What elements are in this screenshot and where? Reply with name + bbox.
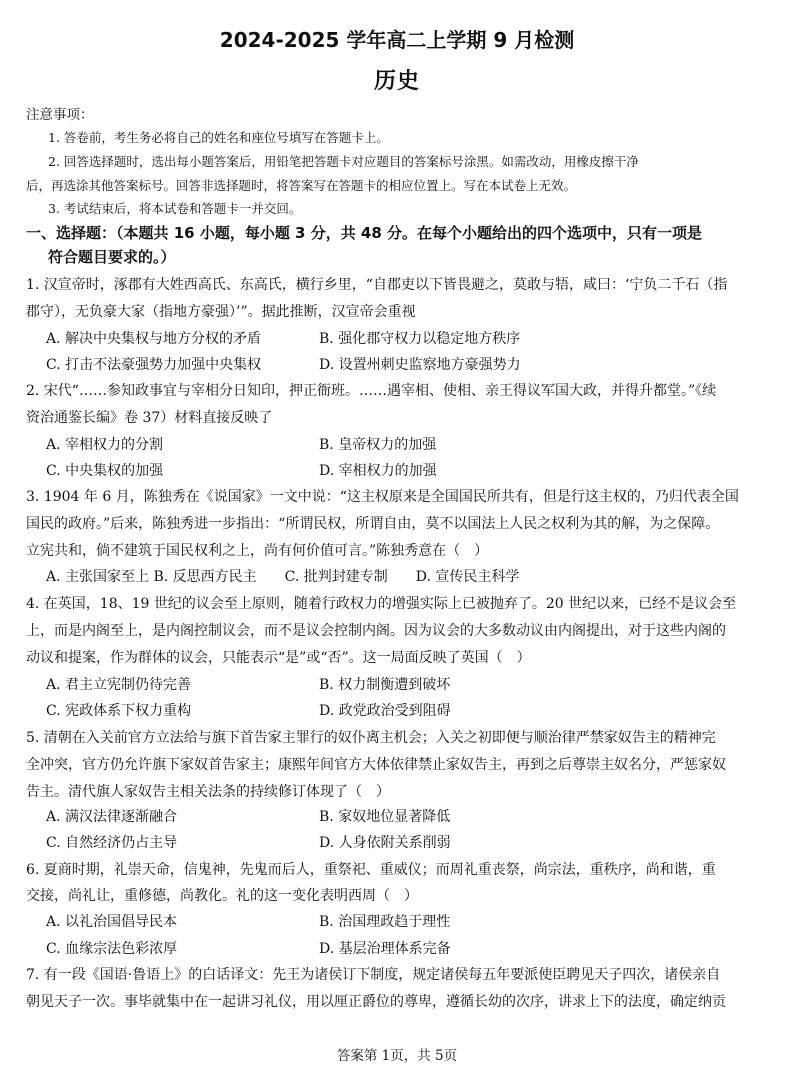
question-2-text: 资治通鉴长编》卷 37）材料直接反映了	[26, 410, 273, 426]
section-heading: 一、选择题：（本题共 16 小题，每小题 3 分，共 48 分。在每个小题给出的四个选项中，只有一项是	[26, 224, 703, 242]
question-1-option-b: B. 强化郡守权力以稳定地方秩序	[319, 331, 521, 347]
question-4-text: 4. 在英国，18、19 世纪的议会至上原则，随着行政权力的增强实际上已被抛弃了。20 世纪以来，已经不是议会至	[26, 596, 737, 612]
question-6-option-b: B. 治国理政趋于理性	[319, 914, 451, 930]
question-2-option-b: B. 皇帝权力的加强	[319, 437, 437, 453]
question-3-text: 3. 1904 年 6 月，陈独秀在《说国家》一文中说：“这主权原来是全国国民所共有，但是行这主权的，乃归代表全国	[26, 489, 739, 505]
question-1-option-a: A. 解决中央集权与地方分权的矛盾	[46, 331, 262, 347]
question-4-option-c: C. 宪政体系下权力重构	[46, 703, 192, 719]
question-5-text: 全冲突，官方仍允许旗下家奴首告家主；康熙年间官方大体依律禁止家奴告主，再到之后尊崇主奴名分，严惩家奴	[26, 757, 726, 773]
question-5-text: 告主。清代旗人家奴告主相关法条的持续修订体现了（ ）	[26, 784, 390, 800]
question-2-option-d: D. 宰相权力的加强	[319, 463, 437, 479]
question-2-option-c: C. 中央集权的加强	[46, 463, 164, 479]
note-item: 2. 回答选择题时，选出每小题答案后，用铅笔把答题卡对应题目的答案标号涂黑。如需改动，用橡皮擦干净	[48, 154, 639, 169]
question-5-option-b: B. 家奴地位显著降低	[319, 809, 451, 825]
question-5-option-c: C. 自然经济仍占主导	[46, 835, 178, 851]
question-4-option-a: A. 君主立宪制仍待完善	[46, 677, 192, 693]
notes-heading: 注意事项：	[26, 107, 94, 123]
question-2-text: 2. 宋代“……参知政事宜与宰相分日知印，押正衙班。……遇宰相、使相、亲王得议军国大政，并得升都堂。”《续	[26, 383, 717, 399]
note-item: 3. 考试结束后，将本试卷和答题卡一并交回。	[48, 201, 302, 216]
question-6-text: 交接，尚礼让，重修德，尚教化。礼的这一变化表明西周（ ）	[26, 888, 418, 904]
question-1-option-c: C. 打击不法豪强势力加强中央集权	[46, 357, 262, 373]
question-5-option-d: D. 人身依附关系削弱	[319, 835, 451, 851]
question-1-option-d: D. 设置州刺史监察地方豪强势力	[319, 357, 521, 373]
question-3-options: A. 主张国家至上 B. 反思西方民主 C. 批判封建专制 D. 宣传民主科学	[46, 569, 520, 585]
question-7-text: 朝见天子一次。事毕就集中在一起讲习礼仪，用以厘正爵位的尊卑，遵循长幼的次序，讲求上下的法度，确定纳贡	[26, 994, 726, 1010]
question-5-text: 5. 清朝在入关前官方立法给与旗下首告家主罪行的奴仆离主机会；入关之初即便与顺治律严禁家奴告主的精神完	[26, 730, 716, 746]
question-5-option-a: A. 满汉法律逐渐融合	[46, 809, 178, 825]
question-1-text: 1. 汉宣帝时，涿郡有大姓西高氏、东高氏，横行乡里，“自郡吏以下皆畏避之，莫敢与牾，咸曰：‘宁负二千石（指	[26, 277, 728, 293]
section-heading-cont: 符合题目要求的。）	[48, 248, 176, 266]
question-3-text: 立宪共和，倘不建筑于国民权利之上，尚有何价值可言。”陈独秀意在（ ）	[26, 543, 489, 559]
question-6-option-d: D. 基层治理体系完备	[319, 941, 451, 957]
question-4-text: 上，而是内阁至上，是内阁控制议会，而不是议会控制内阁。因为议会的大多数动议由内阁提出，对于这些内阁的	[26, 623, 726, 639]
question-6-option-c: C. 血缘宗法色彩浓厚	[46, 941, 178, 957]
note-item: 后，再选涂其他答案标号。回答非选择题时，将答案写在答题卡的相应位置上。写在本试卷上无效。	[26, 178, 577, 193]
question-4-option-b: B. 权力制衡遭到破坏	[319, 677, 451, 693]
question-4-option-d: D. 政党政治受到阻碍	[319, 703, 451, 719]
note-item: 1. 答卷前，考生务必将自己的姓名和座位号填写在答题卡上。	[48, 130, 389, 145]
question-4-text: 动议和提案，作为群体的议会，只能表示“是”或“否”。这一局面反映了英国（ ）	[26, 650, 531, 666]
question-3-text: 国民的政府。”后来，陈独秀进一步指出：“所谓民权，所谓自由，莫不以国法上人民之权利为其的解，为之保障。	[26, 516, 720, 532]
question-6-option-a: A. 以礼治国倡导民本	[46, 914, 178, 930]
question-2-option-a: A. 宰相权力的分割	[46, 437, 164, 453]
question-7-text: 7. 有一段《国语·鲁语上》的白话译文：先王为诸侯订下制度，规定诸侯每五年要派使臣聘见天子四次，诸侯亲自	[26, 967, 721, 983]
question-1-text: 郡守），无负豪大家（指地方豪强）’”。据此推断，汉宣帝会重视	[26, 304, 416, 320]
question-6-text: 6. 夏商时期，礼崇天命，信鬼神，先鬼而后人，重祭祀、重威仪；而周礼重丧祭，尚宗法，重秩序，尚和谐，重	[26, 862, 716, 878]
subject-title: 历史	[373, 69, 420, 94]
exam-title: 2024-2025 学年高二上学期 9 月检测	[219, 28, 575, 52]
page-footer: 答案第 1页，共 5页	[336, 1048, 458, 1064]
